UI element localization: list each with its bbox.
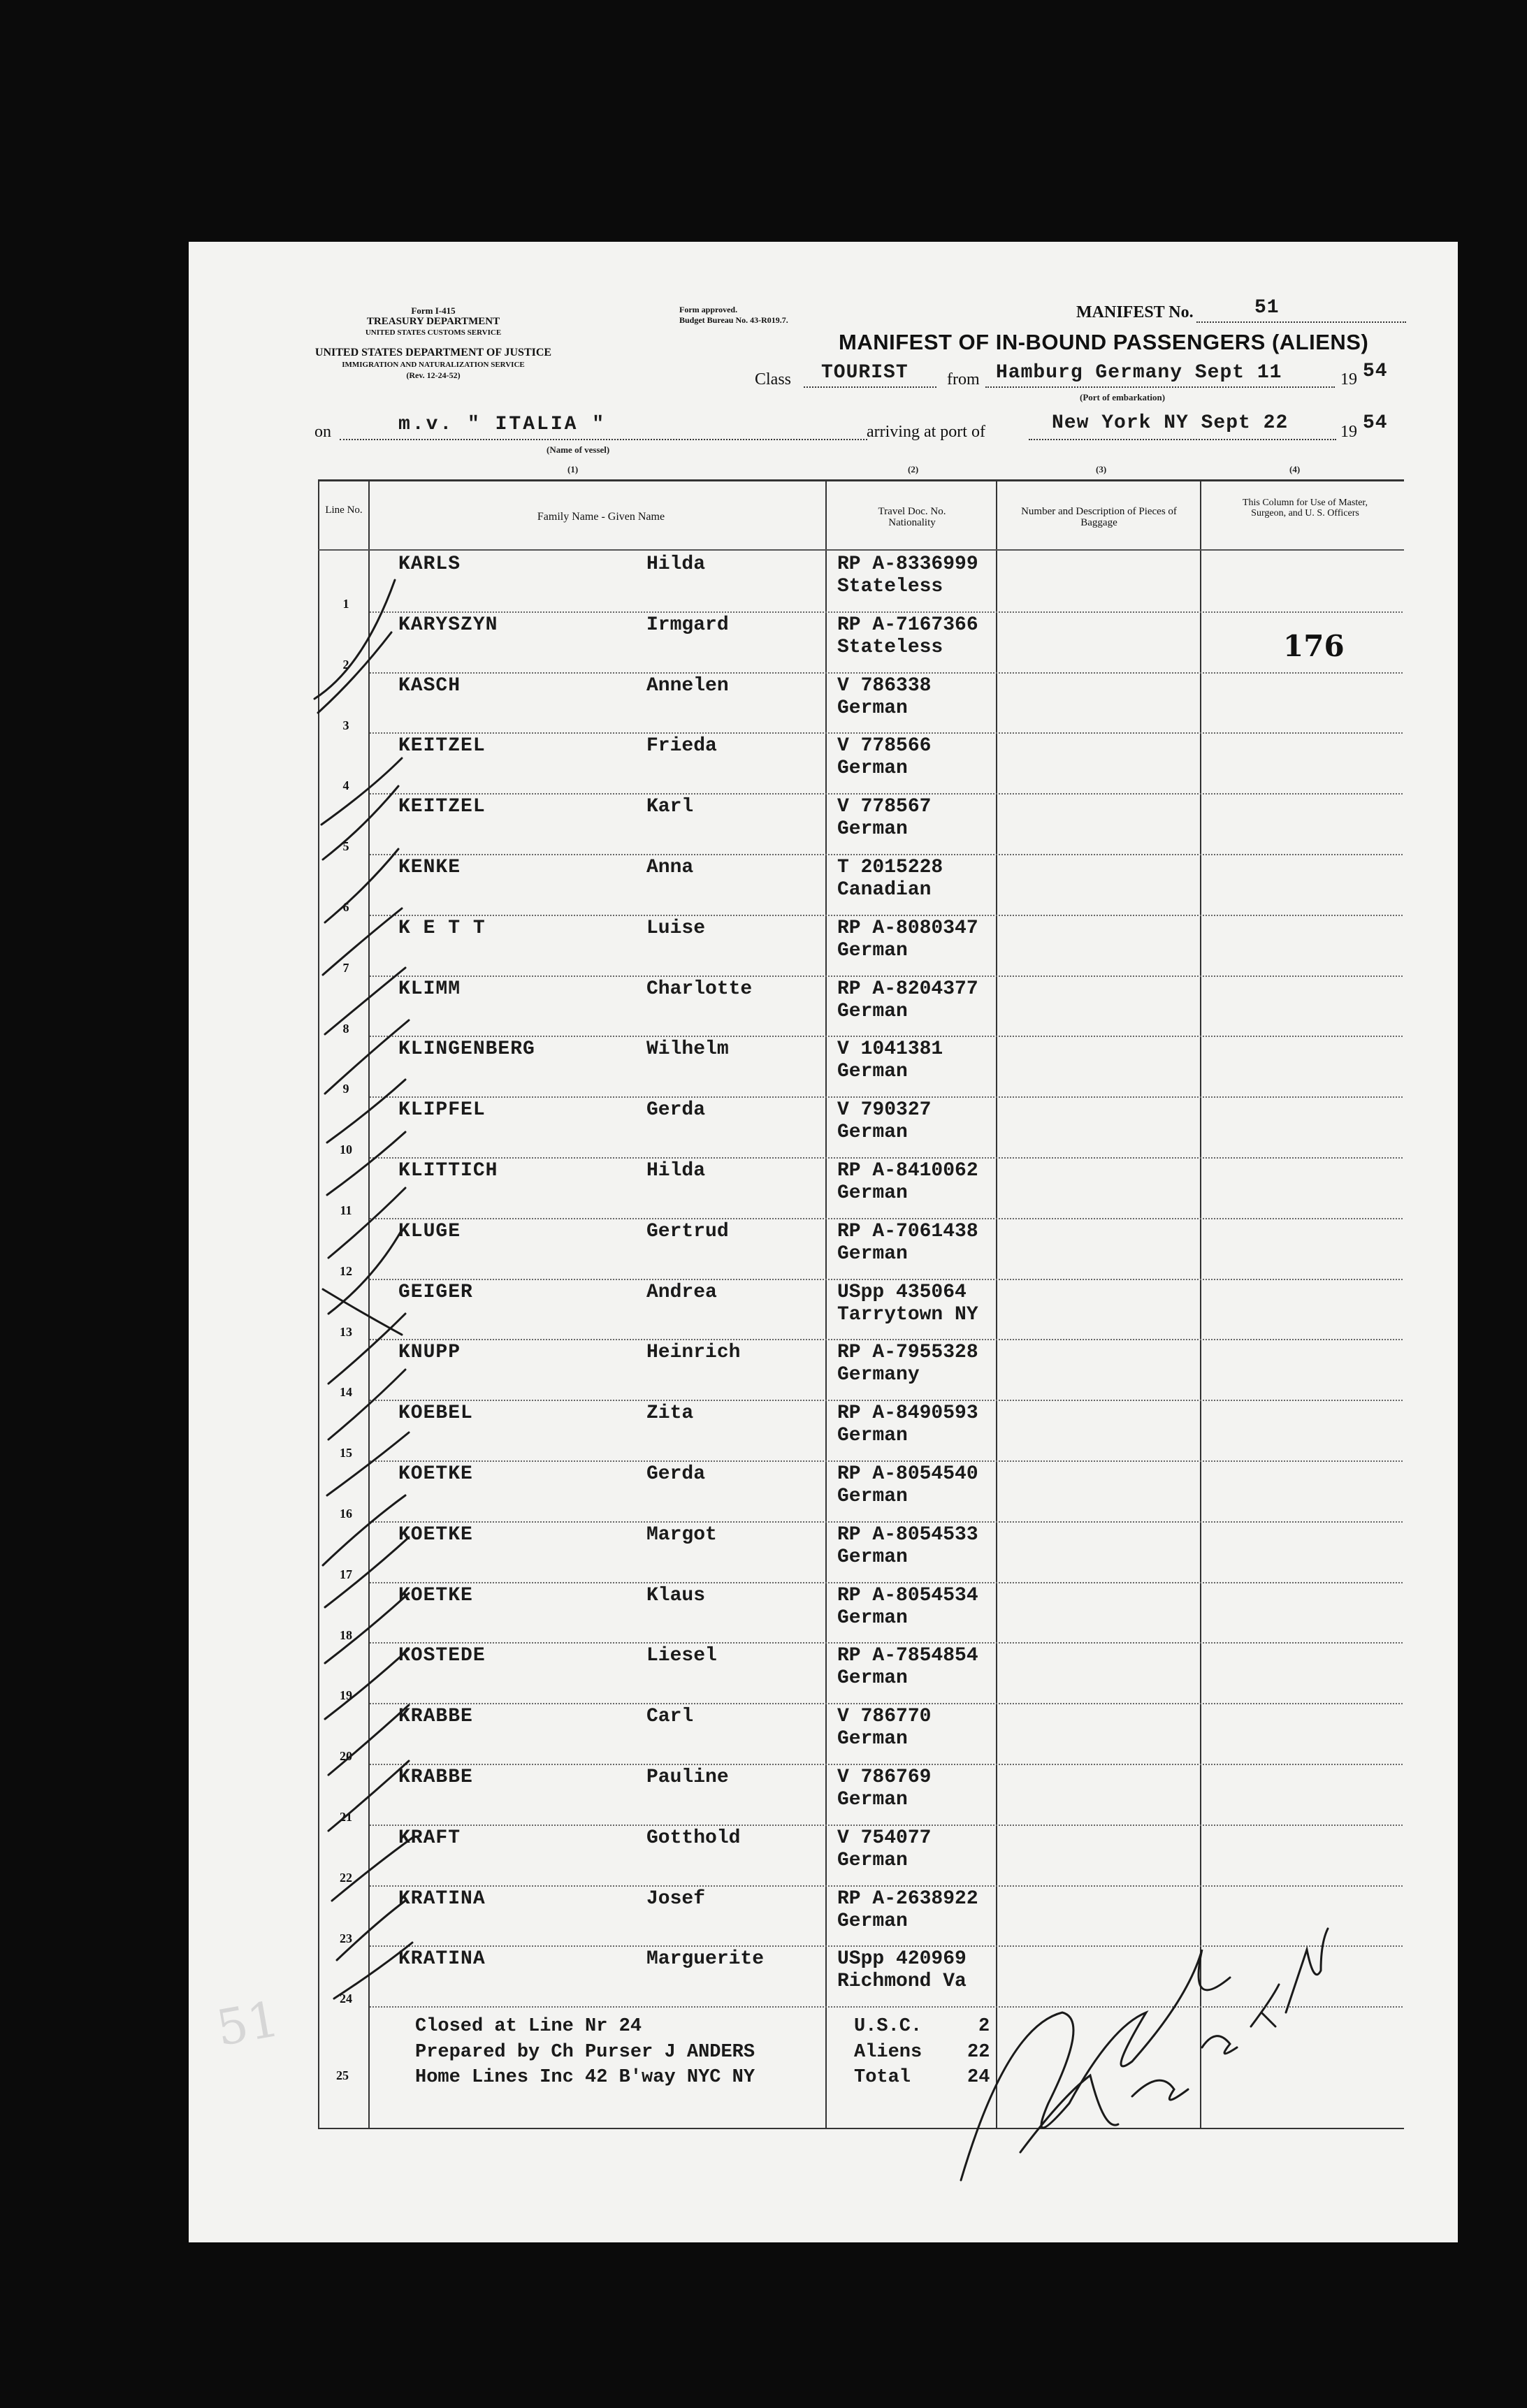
family-name: KRABBE — [398, 1767, 473, 1788]
line-number: 15 — [340, 1446, 352, 1460]
travel-document-number: RP A-7061438 — [837, 1221, 978, 1242]
given-name: Annelen — [646, 675, 729, 697]
given-name: Klaus — [646, 1585, 706, 1606]
given-name: Heinrich — [646, 1342, 741, 1363]
family-name: KLITTICH — [398, 1160, 498, 1182]
manifest-number: 51 — [1254, 297, 1280, 319]
arriving-year: 54 — [1363, 412, 1388, 434]
col-head-baggage: Number and Description of Pieces of Baggage — [1021, 506, 1177, 528]
arriving-label: arriving at port of — [867, 423, 985, 441]
given-name: Gerda — [646, 1099, 706, 1121]
family-name: KRAFT — [398, 1827, 461, 1849]
nationality: Stateless — [837, 637, 943, 658]
line-number: 2 — [342, 658, 349, 672]
given-name: Charlotte — [646, 978, 753, 1000]
line-number-25: 25 — [336, 2068, 349, 2082]
given-name: Hilda — [646, 553, 706, 575]
department-of-justice: UNITED STATES DEPARTMENT OF JUSTICE — [314, 347, 552, 358]
family-name: KOSTEDE — [398, 1645, 486, 1667]
customs-service: UNITED STATES CUSTOMS SERVICE — [365, 328, 502, 337]
total-label: Total — [854, 2067, 911, 2088]
line-number: 13 — [340, 1325, 352, 1339]
arriving-value: New York NY Sept 22 — [1052, 412, 1289, 434]
family-name: KLIMM — [398, 978, 461, 1000]
nationality: German — [837, 1001, 908, 1022]
total-value: 24 — [967, 2067, 990, 2088]
given-name: Andrea — [646, 1282, 717, 1303]
travel-document-number: V 778567 — [837, 796, 932, 818]
immigration-service: IMMIGRATION AND NATURALIZATION SERVICE — [342, 361, 525, 369]
family-name: KLINGENBERG — [398, 1038, 535, 1060]
line-number: 16 — [340, 1507, 352, 1521]
travel-document-number: RP A-8204377 — [837, 978, 978, 1000]
travel-document-number: V 786769 — [837, 1767, 932, 1788]
from-year: 54 — [1363, 361, 1388, 382]
nationality: German — [837, 1486, 908, 1507]
line-number: 1 — [342, 597, 349, 611]
company-line: Home Lines Inc 42 B'way NYC NY — [415, 2067, 755, 2088]
travel-document-number: V 790327 — [837, 1099, 932, 1121]
travel-document-number: V 786770 — [837, 1706, 932, 1727]
from-label: from — [947, 370, 980, 389]
given-name: Anna — [646, 857, 694, 878]
aliens-value: 22 — [967, 2042, 990, 2063]
given-name: Pauline — [646, 1767, 729, 1788]
family-name: KRATINA — [398, 1888, 486, 1910]
line-number: 20 — [340, 1749, 352, 1763]
nationality: German — [837, 1667, 908, 1689]
form-revision: (Rev. 12-24-52) — [406, 370, 461, 380]
family-name: KRATINA — [398, 1948, 486, 1970]
closed-at-line: Closed at Line Nr 24 — [415, 2016, 642, 2037]
travel-document-number: RP A-2638922 — [837, 1888, 978, 1910]
family-name: KOEBEL — [398, 1402, 473, 1424]
given-name: Zita — [646, 1402, 694, 1424]
line-number: 22 — [340, 1871, 352, 1885]
on-label: on — [314, 423, 331, 441]
col-head-name: Family Name - Given Name — [537, 511, 665, 523]
given-name: Irmgard — [646, 614, 729, 636]
line-number: 23 — [340, 1931, 352, 1945]
travel-document-number: RP A-8336999 — [837, 553, 978, 575]
travel-document-number: RP A-8054540 — [837, 1463, 978, 1485]
family-name: KLUGE — [398, 1221, 461, 1242]
line-number: 11 — [340, 1203, 352, 1217]
given-name: Margot — [646, 1524, 717, 1546]
nationality: Tarrytown NY — [837, 1304, 978, 1326]
given-name: Karl — [646, 796, 694, 818]
nationality: German — [837, 1607, 908, 1629]
line-number: 12 — [340, 1264, 352, 1278]
family-name: K E T T — [398, 917, 486, 939]
line-number: 5 — [342, 839, 349, 853]
family-name: KASCH — [398, 675, 461, 697]
col-head-officers: This Column for Use of Master, Surgeon, and U. S. Officers — [1242, 498, 1368, 518]
given-name: Luise — [646, 917, 706, 939]
line-number: 21 — [340, 1810, 352, 1824]
given-name: Liesel — [646, 1645, 717, 1667]
travel-document-number: RP A-8490593 — [837, 1402, 978, 1424]
vessel-caption: (Name of vessel) — [547, 444, 610, 455]
from-year-prefix: 19 — [1340, 370, 1357, 389]
family-name: KNUPP — [398, 1342, 461, 1363]
family-name: KARYSZYN — [398, 614, 498, 636]
budget-bureau: Budget Bureau No. 43-R019.7. — [679, 315, 788, 325]
line-number: 3 — [342, 718, 349, 732]
nationality: German — [837, 1425, 908, 1446]
travel-document-number: V 778566 — [837, 735, 932, 757]
col-head-line: Line No. — [325, 505, 363, 516]
line-number: 4 — [342, 778, 349, 792]
travel-document-number: RP A-7167366 — [837, 614, 978, 636]
col-number-2: (2) — [908, 464, 919, 474]
family-name: KLIPFEL — [398, 1099, 486, 1121]
line-number: 6 — [342, 900, 349, 914]
travel-document-number: RP A-7955328 — [837, 1342, 978, 1363]
nationality: German — [837, 1061, 908, 1082]
line-number: 7 — [342, 961, 349, 975]
vessel-name: m.v. " ITALIA " — [398, 414, 607, 435]
travel-document-number: V 1041381 — [837, 1038, 943, 1060]
line-number: 14 — [340, 1385, 352, 1399]
usc-label: U.S.C. — [854, 2016, 922, 2037]
family-name: KENKE — [398, 857, 461, 878]
nationality: Canadian — [837, 879, 932, 901]
nationality: German — [837, 757, 908, 779]
given-name: Frieda — [646, 735, 717, 757]
nationality: German — [837, 1546, 908, 1568]
travel-document-number: RP A-8054533 — [837, 1524, 978, 1546]
travel-document-number: V 786338 — [837, 675, 932, 697]
nationality: Richmond Va — [837, 1971, 967, 1992]
nationality: German — [837, 940, 908, 962]
family-name: KOETKE — [398, 1585, 473, 1606]
nationality: German — [837, 1850, 908, 1871]
line-number: 8 — [342, 1022, 349, 1036]
class-value: TOURIST — [821, 362, 909, 384]
travel-document-number: USpp 420969 — [837, 1948, 967, 1970]
nationality: German — [837, 1728, 908, 1750]
given-name: Gerda — [646, 1463, 706, 1485]
family-name: KEITZEL — [398, 796, 486, 818]
form-approved: Form approved. — [679, 305, 738, 314]
travel-document-number: RP A-8054534 — [837, 1585, 978, 1606]
given-name: Josef — [646, 1888, 706, 1910]
line-number: 17 — [340, 1567, 352, 1581]
given-name: Hilda — [646, 1160, 706, 1182]
travel-document-number: RP A-7854854 — [837, 1645, 978, 1667]
nationality: German — [837, 1789, 908, 1811]
family-name: GEIGER — [398, 1282, 473, 1303]
manifest-title: MANIFEST OF IN-BOUND PASSENGERS (ALIENS) — [839, 330, 1369, 354]
nationality: German — [837, 697, 908, 719]
nationality: German — [837, 818, 908, 840]
col-head-travel: Travel Doc. No. Nationality — [878, 506, 946, 528]
prepared-by: Prepared by Ch Purser J ANDERS — [415, 2042, 755, 2063]
travel-document-number: RP A-8080347 — [837, 917, 978, 939]
nationality: Germany — [837, 1364, 920, 1386]
aliens-label: Aliens — [854, 2042, 922, 2063]
nationality: German — [837, 1122, 908, 1143]
nationality: German — [837, 1182, 908, 1204]
travel-document-number: RP A-8410062 — [837, 1160, 978, 1182]
line-number: 18 — [340, 1628, 352, 1642]
from-value: Hamburg Germany Sept 11 — [996, 362, 1282, 384]
officer-stamp-number: 176 — [1283, 629, 1345, 663]
col-number-3: (3) — [1096, 464, 1107, 474]
travel-document-number: V 754077 — [837, 1827, 932, 1849]
travel-document-number: T 2015228 — [837, 857, 943, 878]
line-number: 9 — [342, 1082, 349, 1096]
family-name: KOETKE — [398, 1463, 473, 1485]
usc-value: 2 — [978, 2016, 990, 2037]
nationality: German — [837, 1910, 908, 1932]
col-number-1: (1) — [567, 464, 579, 474]
family-name: KRABBE — [398, 1706, 473, 1727]
margin-note: 51 — [212, 1989, 284, 2058]
arriving-year-prefix: 19 — [1340, 423, 1357, 441]
given-name: Marguerite — [646, 1948, 765, 1970]
given-name: Gotthold — [646, 1827, 741, 1849]
nationality: German — [837, 1243, 908, 1265]
treasury-department: TREASURY DEPARTMENT — [366, 316, 500, 327]
family-name: KOETKE — [398, 1524, 473, 1546]
given-name: Wilhelm — [646, 1038, 729, 1060]
line-number: 19 — [340, 1688, 352, 1702]
nationality: Stateless — [837, 576, 943, 597]
family-name: KARLS — [398, 553, 461, 575]
form-number: Form I-415 — [411, 305, 456, 316]
travel-document-number: USpp 435064 — [837, 1282, 967, 1303]
port-of-embarkation-caption: (Port of embarkation) — [1080, 392, 1166, 402]
col-number-4: (4) — [1289, 464, 1301, 474]
line-number: 24 — [340, 1992, 352, 2006]
class-label: Class — [755, 370, 792, 389]
given-name: Carl — [646, 1706, 694, 1727]
line-number: 10 — [340, 1143, 352, 1156]
manifest-label: MANIFEST No. — [1076, 303, 1194, 321]
family-name: KEITZEL — [398, 735, 486, 757]
given-name: Gertrud — [646, 1221, 729, 1242]
